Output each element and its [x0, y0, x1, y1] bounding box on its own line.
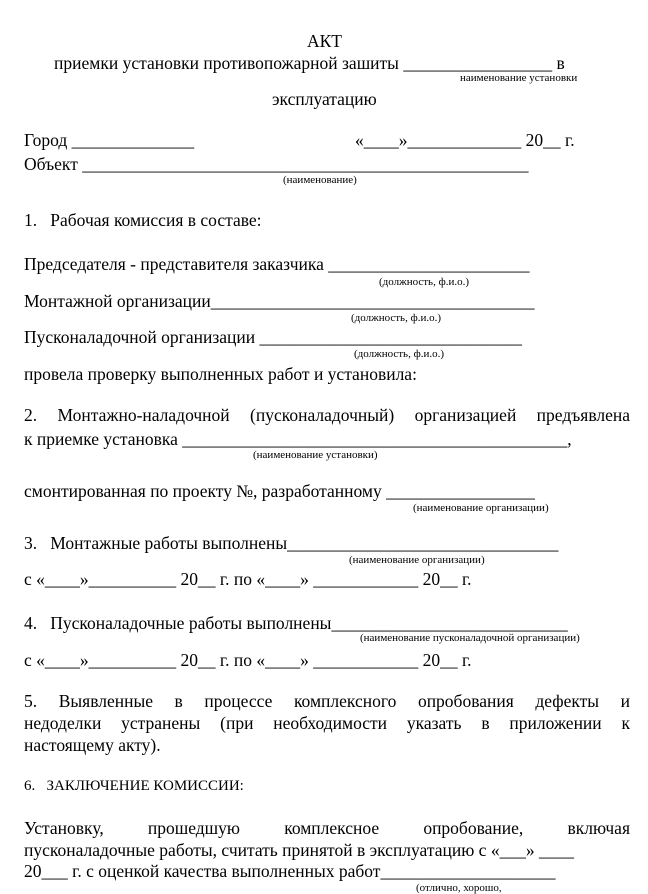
commissioning-org-field: Пусконаладочной организации ______________________________	[24, 327, 522, 347]
installation-org-field: Монтажной организации_____________________________________	[24, 291, 535, 311]
section-4-caption: (наименование пусконаладочной организации)	[360, 632, 580, 644]
section-2-project-caption: (наименование организации)	[413, 502, 549, 514]
section-3-heading: 3. Монтажные работы выполнены_______________________________	[24, 533, 559, 553]
section-2-line-1: 2. Монтажно-наладочной (пусконаладочный) организацией предъявлена	[24, 405, 630, 425]
section-6-caption: (отлично, хорошо,	[416, 882, 502, 894]
section-2-project-field: смонтированная по проекту №, разработанному _________________	[24, 481, 535, 501]
chair-caption: (должность, ф.и.о.)	[379, 276, 469, 288]
document-subtitle-end: эксплуатацию	[272, 89, 377, 109]
installation-name-caption: наименование установки	[460, 72, 578, 84]
section-1-conclusion: провела проверку выполненных работ и установила:	[24, 364, 417, 384]
document-subtitle: приемки установки противопожарной зашиты _________________ в	[54, 53, 565, 73]
section-1-heading: 1. Рабочая комиссия в составе:	[24, 210, 262, 230]
section-6-line-2: пусконаладочные работы, считать принятой в эксплуатацию с «___» ____	[24, 840, 574, 860]
chair-field: Председателя - представителя заказчика _______________________	[24, 254, 530, 274]
document-title: АКТ	[307, 31, 342, 51]
section-4-heading: 4. Пусконаладочные работы выполнены___________________________	[24, 613, 568, 633]
section-2-installation-field: к приемке установка ____________________________________________,	[24, 429, 572, 449]
section-3-caption: (наименование организации)	[349, 554, 485, 566]
object-field: Объект ___________________________________________________	[24, 154, 529, 174]
section-5-line-2: недоделки устранены (при необходимости указать в приложении к	[24, 713, 630, 733]
section-6-line-1: Установку, прошедшую комплексное опробование, включая	[24, 818, 630, 838]
section-4-dates: с «____»__________ 20__ г. по «____» ____________ 20__ г.	[24, 650, 472, 670]
section-5-line-3: настоящему акту).	[24, 735, 161, 755]
object-caption: (наименование)	[283, 174, 357, 186]
date-field: «____»_____________ 20__ г.	[355, 130, 575, 150]
section-2-installation-caption: (наименование установки)	[253, 449, 378, 461]
section-5-line-1: 5. Выявленные в процессе комплексного опробования дефекты и	[24, 691, 630, 711]
section-6-heading: 6. ЗАКЛЮЧЕНИЕ КОМИССИИ:	[24, 778, 244, 794]
commissioning-org-caption: (должность, ф.и.о.)	[354, 348, 444, 360]
section-6-line-3: 20___ г. с оценкой качества выполненных работ____________________	[24, 861, 556, 881]
installation-org-caption: (должность, ф.и.о.)	[351, 312, 441, 324]
section-3-dates: с «____»__________ 20__ г. по «____» ____________ 20__ г.	[24, 569, 472, 589]
city-field: Город ______________	[24, 130, 195, 150]
